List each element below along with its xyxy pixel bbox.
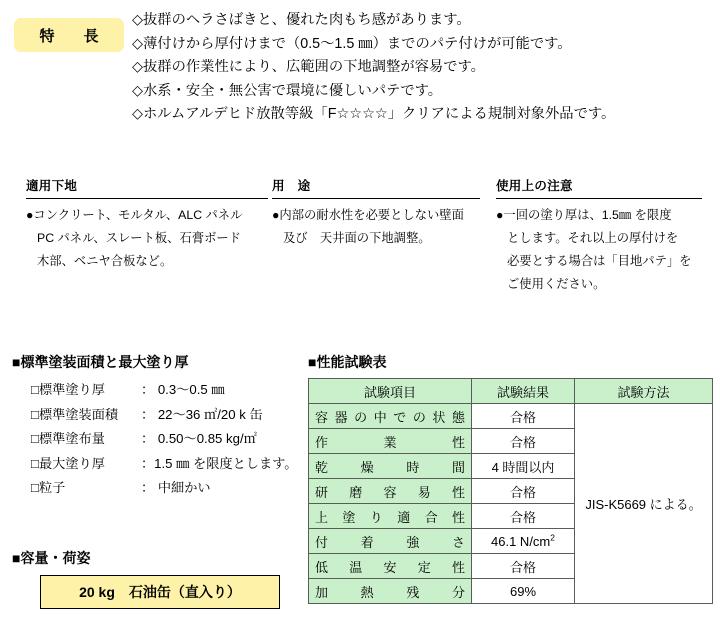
- table-cell-item: 加熱残分: [309, 579, 472, 604]
- table-cell-result: 合格: [472, 504, 575, 529]
- spec-label: □最大塗り厚: [31, 455, 105, 471]
- spec-value: ： 22～36 ㎡/20 k 缶: [141, 406, 263, 422]
- table-header-row: [309, 379, 713, 404]
- table-cell-item: 低温安定性: [309, 554, 472, 579]
- feature-line: ◇ホルムアルデヒド放散等級「F☆☆☆☆」クリアによる規制対象外品です。: [132, 106, 616, 122]
- spec-row: [12, 452, 312, 477]
- table-cell-item: 研磨容易性: [309, 479, 472, 504]
- info-column-applicable-substrate: [26, 178, 268, 273]
- info-column-title: 適用下地: [26, 178, 268, 199]
- info-column-line: 木部、ベニヤ合板など。: [37, 254, 173, 268]
- spec-label: □標準塗り厚: [31, 382, 105, 397]
- info-column-line: 及び 天井面の下地調整。: [283, 231, 431, 245]
- coverage-spec-list: [12, 378, 312, 501]
- info-column-line: PC パネル、スレート板、石膏ボード: [37, 231, 241, 245]
- table-cell-result: 合格: [472, 429, 575, 454]
- capacity-box: 20 kg 石油缶（直入り）: [40, 575, 280, 609]
- info-column-line: ●一回の塗り厚は、1.5㎜ を限度: [496, 208, 672, 222]
- table-cell-item: 作業性: [309, 429, 472, 454]
- info-column-title: 使用上の注意: [496, 178, 702, 199]
- info-column-precautions: [496, 178, 702, 296]
- table-cell-result: 69%: [472, 579, 575, 604]
- spec-label: □粒子: [31, 480, 66, 495]
- table-header-method: 試験方法: [575, 379, 713, 404]
- feature-line: ◇抜群のヘラさばきと、優れた肉もち感があります。: [132, 12, 471, 28]
- table-cell-result: 合格: [472, 479, 575, 504]
- table-cell-item: 容器の中での状態: [309, 404, 472, 429]
- table-cell-item: 付着強さ: [309, 529, 472, 554]
- section-heading: ■標準塗装面積と最大塗り厚: [12, 354, 189, 370]
- table-row: [309, 404, 713, 429]
- coverage-spec-section: [12, 352, 312, 501]
- table-header-result: 試験結果: [472, 379, 575, 404]
- table-cell-result: 4 時間以内: [472, 454, 575, 479]
- table-cell-method: JIS-K5669 による。: [575, 404, 713, 604]
- spec-value: ： 0.50～0.85 kg/㎡: [141, 431, 257, 446]
- features-badge: 特 長: [14, 18, 124, 52]
- info-column-line: 必要とする場合は「目地パテ」を: [507, 254, 692, 268]
- spec-row: [12, 403, 312, 428]
- info-column-line: ●コンクリート、モルタル、ALC パネル: [26, 208, 243, 222]
- section-heading: ■容量・荷姿: [12, 550, 91, 566]
- features-list: [132, 9, 712, 127]
- info-column-title: 用 途: [272, 178, 480, 199]
- spec-row: [12, 476, 312, 501]
- capacity-section: [12, 548, 312, 609]
- spec-row: [12, 427, 312, 452]
- info-column-usage: [272, 178, 480, 250]
- feature-line: ◇水系・安全・無公害で環境に優しいパテです。: [132, 82, 443, 99]
- performance-test-table: [308, 378, 713, 604]
- performance-test-section: [308, 352, 712, 604]
- table-cell-result: 46.1 $N/cm^2$: [472, 529, 575, 554]
- spec-label: □標準塗布量: [31, 431, 105, 446]
- info-columns: [0, 178, 720, 318]
- feature-line: ◇抜群の作業性により、広範囲の下地調整が容易です。: [132, 59, 485, 75]
- spec-value: ： 中細かい: [141, 480, 211, 495]
- spec-row: [12, 378, 312, 403]
- features-section: [0, 0, 720, 150]
- feature-line: ◇薄付けから厚付けまで（0.5～1.5 ㎜）までのパテ付けが可能です。: [132, 35, 572, 52]
- info-column-line: ご使用ください。: [507, 277, 606, 291]
- section-heading: ■性能試験表: [308, 354, 387, 370]
- table-cell-item: 上塗り適合性: [309, 504, 472, 529]
- spec-label: □標準塗装面積: [31, 406, 119, 422]
- spec-value: ： 0.3～0.5 ㎜: [141, 382, 225, 397]
- table-header-item: 試験項目: [309, 379, 472, 404]
- info-column-line: ●内部の耐水性を必要としない壁面: [272, 208, 464, 222]
- table-cell-result: 合格: [472, 554, 575, 579]
- table-cell-item: 乾燥時間: [309, 454, 472, 479]
- table-cell-result: 合格: [472, 404, 575, 429]
- spec-value: ：1.5 ㎜ を限度とします。: [141, 455, 298, 471]
- info-column-line: とします。それ以上の厚付けを: [507, 231, 679, 245]
